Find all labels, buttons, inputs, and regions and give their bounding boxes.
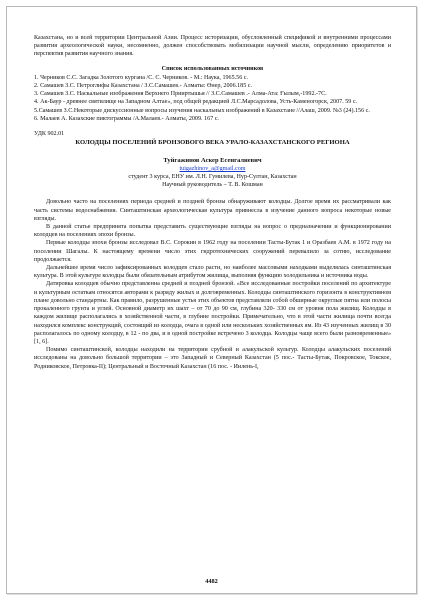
source-item: 4. Ак-Баур - древнее святилище на Западном Алтае», под общей редакцией Л.С.Марсадолова, Усть-Каменогорск, 2007. 59 с. (34, 99, 358, 106)
source-item: 3. Самашев З.С. Наскальные изображения Верхнего Прииртышья // З.С.Самашев .- Алма-Ата: Ғылым,-1992.-7С. (34, 91, 327, 98)
body-paragraph: Дальнейшее время число зафиксированных колодцев стало расти, но наиболее массовыми находками выделялась синташтинская культура. В этой культуре колодцы были обязательным атрибутом жилища, выполняя функцию холодильника и источника воды. (34, 265, 391, 280)
body-paragraph: Первые колодцы эпохи бронзы исследовал В.С. Сорокин в 1962 году на поселении Тасты-Бутак 1 и Оразбаев А.М. в 1972 году на поселении Шагалы. К настоящему времени число этих гидротехнических сооружений перевалило за сотню, исследование продолжается. (34, 240, 391, 263)
author-email-link[interactable]: tuigazhinov_a@gmail.com (179, 165, 246, 172)
body-paragraph: Датировка колодцев обычно представленна средней и поздней бронзой. «Все исследованные постройки поселений по архитектуре и культурным остаткам относятся авторами к разряду жилых и долговременных. Колодцы синташтинского горизонта в конструктивном плане довольно стандартны. Как правило, разрушенные устья этих объектов представляли собой обширные округлые пятна или полосы прокаленного грунта и углей. Основной диаметр их шахт – от 70 до 90 см, глубина 320- 330 см от уровня пола жилищ. Колодцы в каждом жилище располагались в хозяйственной части, в глубине постройки. Примечательно, что в этой части жилища почти всегда находился комплекс конструкций, состоящий из колодца, очага в одной или нескольких хозяйственных ям. Из 43 изученных жилищ в 30 располагалось по одному колодцу, в 12 - по два, и в одной постройке встречено 3 колодца. Колодцы чаще всего были разновременные» [1, 6]. (34, 281, 391, 345)
source-item: 6. Малаев А. Казахские пиктограммы /А.Малаев.- Алматы, 2009. 167 с. (34, 115, 219, 122)
body-paragraph: В данной статье предпринята попытка представить существующие взгляды на вопрос о предназначении и функционировании колодцев на поселениях эпохи бронзы. (34, 224, 391, 239)
document-page (6, 6, 417, 594)
sources-list (34, 74, 391, 123)
source-item: 2. Самашев З.С. Петроглифы Казахстана / З.С.Самашев.- Алматы: Өнер, 2006.185 с. (34, 83, 253, 90)
author-affiliation: студент 3 курса, ЕНУ им. Л.Н. Гумилева, Нур-Султан, Казахстан (128, 174, 297, 181)
page-number: 4482 (205, 578, 218, 585)
author-name: Туйгажинов Аскер Есенгалиевич (163, 156, 262, 164)
body-paragraph: Довольно часто на поселениях периода средней и поздней бронзы обнаруживают колодцы. Долгое время их рассматривали как часть системы водоснабжения. Синташтинская археологическая культура привнесла в изучение данного вопроса некоторые новые взгляды. (34, 199, 391, 222)
article-title: КОЛОДЦЫ ПОСЕЛЕНИЙ БРОНЗОВОГО ВЕКА УРАЛО-КАЗАХСТАНСКОГО РЕГИОНА (75, 139, 350, 147)
page-content (34, 34, 391, 371)
intro-paragraph: Казахстана, но и всей территории Центральной Азии. Процесс историзации, обусловленный спецификой и внутренними процессами развития археологической науки, несомненно, должен способствовать мобилизации научной мысли, определению приоритетов и перспектив развития научного знания. (34, 35, 391, 58)
body-paragraph: Помимо синташтинской, колодцы находили на территории срубной и алакульской культур. Колодцы алакульских поселений исследованы на довольно большой территории – это Западный и Северный Казахстан (5 пос.- Тасты-Бутак, Покровское, Токское, Родниковское, Петровка-II); Центральный и Восточный Казахстан (16 пос. - Иилень-I, (34, 347, 391, 370)
source-item: 1. Черников С.С. Загадка Золотого кургана /С. С. Черников. - М.: Наука, 1965.56 с. (34, 74, 249, 81)
supervisor: Научный руководитель – Т. В. Кошман (162, 182, 263, 189)
udc-code: УДК 902.01 (34, 131, 65, 138)
sources-title: Список использованных источников (161, 65, 264, 72)
source-item: 5.Самашев З.С.Некоторые дискуссионные вопросы изучения наскальных изображений в Казахстане //Алаш, 2009. №3 (24).156 с. (34, 107, 370, 114)
